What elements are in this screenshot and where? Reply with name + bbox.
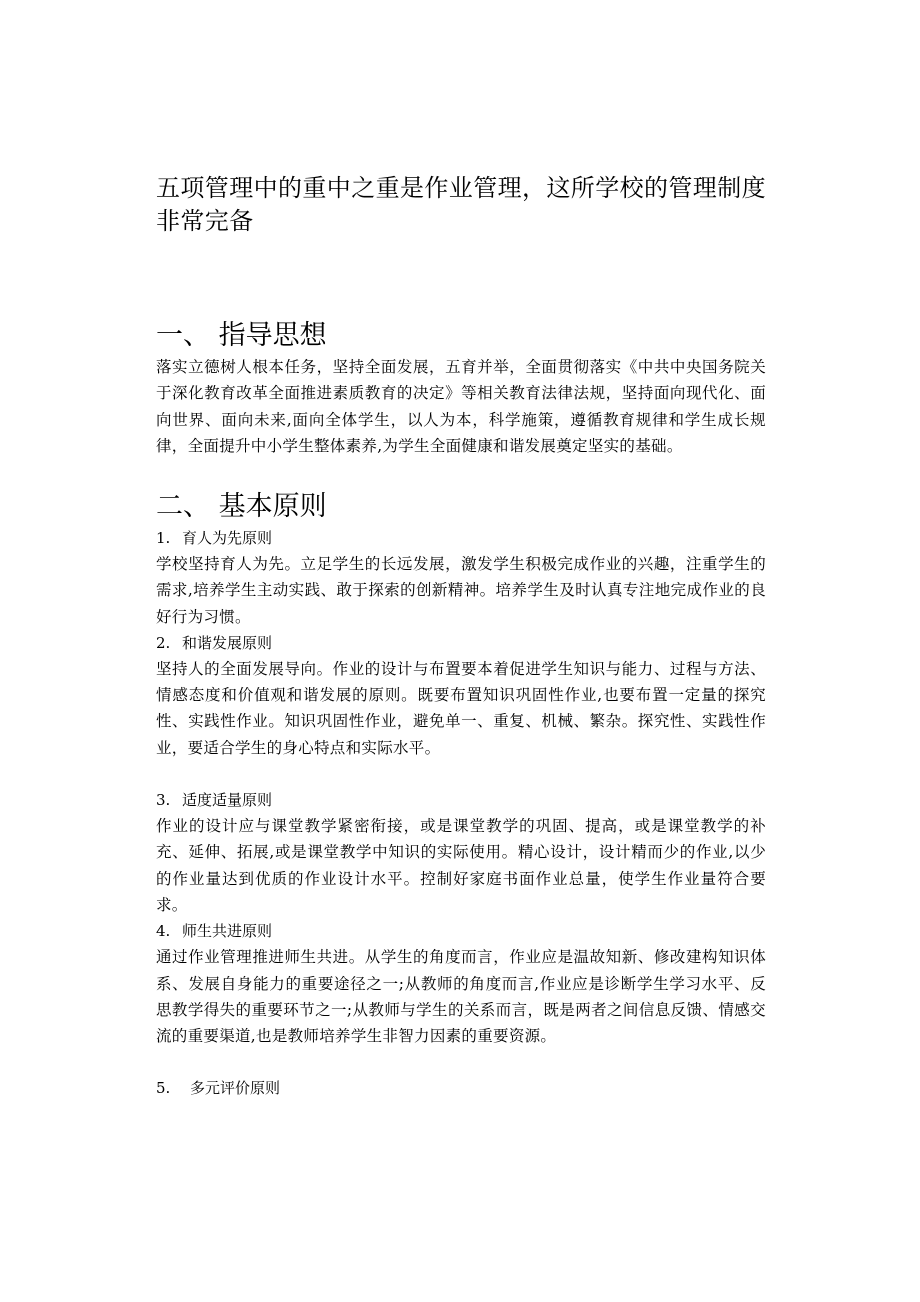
principle-heading: [156, 525, 766, 551]
principle-number: 4.: [156, 922, 171, 941]
principle-text: 作业的设计应与课堂教学紧密衔接，或是课堂教学的巩固、提高，或是课堂教学的补充、延伸、拓展,或是课堂教学中知识的实际使用。精心设计，设计精而少的作业,以少的作业量达到优质的作业设计水平。控制好家庭书面作业总量，使学生作业量符合要求。: [156, 817, 766, 914]
section-heading-basic-principles: 二、 基本原则: [156, 491, 327, 522]
principle-heading: [156, 630, 766, 656]
principle-2: [156, 630, 766, 761]
principle-title: 和谐发展原则: [182, 633, 273, 652]
spacer: [156, 761, 766, 787]
principle-number: 2.: [156, 633, 171, 652]
principle-number: 3.: [156, 791, 171, 810]
document-title: 五项管理中的重中之重是作业管理，这所学校的管理制度非常完备: [156, 174, 766, 235]
principle-title: 育人为先原则: [182, 529, 273, 547]
principle-title: 师生共进原则: [182, 922, 273, 941]
principle-heading: [156, 918, 766, 944]
principle-text: 学校坚持育人为先。立足学生的长远发展，激发学生积极完成作业的兴趣，注重学生的需求,培养学生主动实践、敢于探索的创新精神。培养学生及时认真专注地完成作业的良好行为习惯。: [156, 555, 766, 626]
principle-5: [156, 1075, 766, 1101]
principle-4: [156, 918, 766, 1049]
principle-title: 适度适量原则: [182, 791, 273, 810]
section-guiding-ideology: [156, 318, 766, 459]
principle-text: 坚持人的全面发展导向。作业的设计与布置要本着促进学生知识与能力、过程与方法、情感态度和价值观和谐发展的原则。既要布置知识巩固性作业,也要布置一定量的探究性、实践性作业。知识巩固性作业，避免单一、重复、机械、繁杂。探究性、实践性作业，要适合学生的身心特点和实际水平。: [156, 659, 766, 757]
principle-heading: [156, 1075, 766, 1101]
principle-number: 5.: [156, 1079, 171, 1098]
principle-text: 通过作业管理推进师生共进。从学生的角度而言，作业应是温故知新、修改建构知识体系、发展自身能力的重要途径之一;从教师的角度而言,作业应是诊断学生学习水平、反思教学得失的重要环节之一;从教师与学生的关系而言，既是两者之间信息反馈、情感交流的重要渠道,也是教师培养学生非智力因素的重要资源。: [156, 948, 766, 1046]
principle-title: 多元评价原则: [190, 1079, 281, 1098]
spacer: [156, 1049, 766, 1075]
guiding-ideology-paragraph: 落实立德树人根本任务，坚持全面发展，五育并举，全面贯彻落实《中共中央国务院关于深化教育改革全面推进素质教育的决定》等相关教育法律法规，坚持面向现代化、面向世界、面向未来,面向全体学生，以人为本，科学施策，遵循教育规律和学生成长规律，全面提升中小学生整体素养,为学生全面健康和谐发展奠定坚实的基础。: [156, 358, 766, 455]
principle-heading: [156, 787, 766, 813]
principle-number: 1.: [156, 529, 171, 547]
section-basic-principles: [156, 489, 766, 1101]
section-heading-guiding-ideology: 一、 指导思想: [156, 320, 327, 351]
principle-1: [156, 525, 766, 630]
principle-3: [156, 787, 766, 918]
